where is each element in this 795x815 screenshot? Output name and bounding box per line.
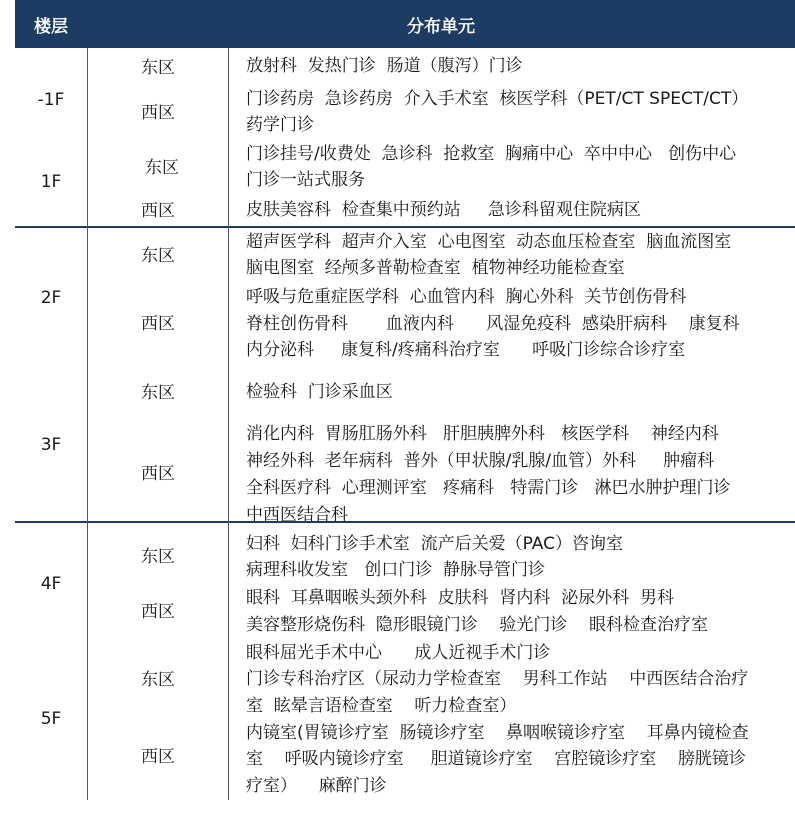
unit-line: 全科医疗科 心理测评室 疼痛科 特需门诊 淋巴水肿护理门诊 <box>246 478 731 498</box>
zone-label: 西区 <box>141 314 175 334</box>
unit-line: 内镜室(胃镜诊疗室 肠镜诊疗室 鼻咽喉镜诊疗室 耳鼻内镜检查 <box>246 723 749 743</box>
zone-label: 东区 <box>141 670 175 690</box>
unit-line: 消化内科 胃肠肛肠外科 肝胆胰脾外科 核医学科 神经内科 <box>246 424 719 444</box>
zone-label: 西区 <box>141 201 175 221</box>
unit-line: 神经外科 老年病科 普外（甲状腺/乳腺/血管）外科 肿瘤科 <box>246 451 715 471</box>
unit-line: 病理科收发室 创口门诊 静脉导管门诊 <box>246 560 546 580</box>
floor-label: 5F <box>40 709 62 729</box>
unit-line: 超声医学科 超声介入室 心电图室 动态血压检查室 脑血流图室 <box>246 232 732 252</box>
unit-line: 呼吸与危重症医学科 心血管内科 胸心外科 关节创伤骨科 <box>246 287 687 307</box>
header-floor: 楼层 <box>34 16 68 37</box>
floor-label: 4F <box>40 574 62 594</box>
floor-label: 2F <box>40 288 62 308</box>
zone-label: 西区 <box>141 464 175 484</box>
unit-line: 门诊药房 急诊药房 介入手术室 核医学科（PET/CT SPECT/CT） <box>246 89 749 109</box>
unit-line: 眼科 耳鼻咽喉头颈外科 皮肤科 肾内科 泌尿外科 男科 <box>246 588 675 608</box>
unit-line: 内分泌科 康复科/疼痛科治疗室 呼吸门诊综合诊疗室 <box>246 340 686 360</box>
zone-label: 东区 <box>141 383 175 403</box>
floor-label: 1F <box>40 172 62 192</box>
zone-label: 西区 <box>141 103 175 123</box>
table-header <box>15 0 795 48</box>
floor-label: -1F <box>37 90 65 110</box>
unit-line: 疗室） 麻醉门诊 <box>246 776 387 796</box>
unit-line: 室 眩晕言语检查室 听力检查室） <box>246 696 517 716</box>
unit-line: 门诊挂号/收费处 急诊科 抢救室 胸痛中心 卒中中心 创伤中心 <box>246 144 737 164</box>
zone-label: 西区 <box>141 747 175 767</box>
unit-line: 放射科 发热门诊 肠道（腹泻）门诊 <box>246 56 523 76</box>
unit-line: 检验科 门诊采血区 <box>246 382 393 402</box>
unit-line: 皮肤美容科 检查集中预约站 急诊科留观住院病区 <box>246 200 641 220</box>
zone-label: 东区 <box>145 158 179 178</box>
unit-line: 药学门诊 <box>246 115 314 135</box>
unit-line: 室 呼吸内镜诊疗室 胆道镜诊疗室 宫腔镜诊疗室 膀胱镜诊 <box>246 749 746 769</box>
unit-line: 眼科屈光手术中心 成人近视手术门诊 <box>246 643 551 663</box>
divider <box>15 521 795 523</box>
unit-line: 门诊专科治疗区（尿动力学检查室 男科工作站 中西医结合治疗 <box>246 669 749 689</box>
header-units: 分布单元 <box>407 16 475 37</box>
zone-label: 东区 <box>141 58 175 78</box>
zone-label: 东区 <box>141 547 175 567</box>
divider <box>15 226 795 228</box>
unit-line: 妇科 妇科门诊手术室 流产后关爱（PAC）咨询室 <box>246 534 623 554</box>
unit-line: 门诊一站式服务 <box>246 170 365 190</box>
zone-label: 东区 <box>141 246 175 266</box>
floor-label: 3F <box>40 435 62 455</box>
unit-line: 脊柱创伤骨科 血液内科 风湿免疫科 感染肝病科 康复科 <box>246 314 740 334</box>
unit-line: 脑电图室 经颅多普勒检查室 植物神经功能检查室 <box>246 258 625 278</box>
unit-line: 中西医结合科 <box>246 505 348 525</box>
unit-line: 美容整形烧伤科 隐形眼镜门诊 验光门诊 眼科检查治疗室 <box>246 615 709 635</box>
zone-label: 西区 <box>141 602 175 622</box>
